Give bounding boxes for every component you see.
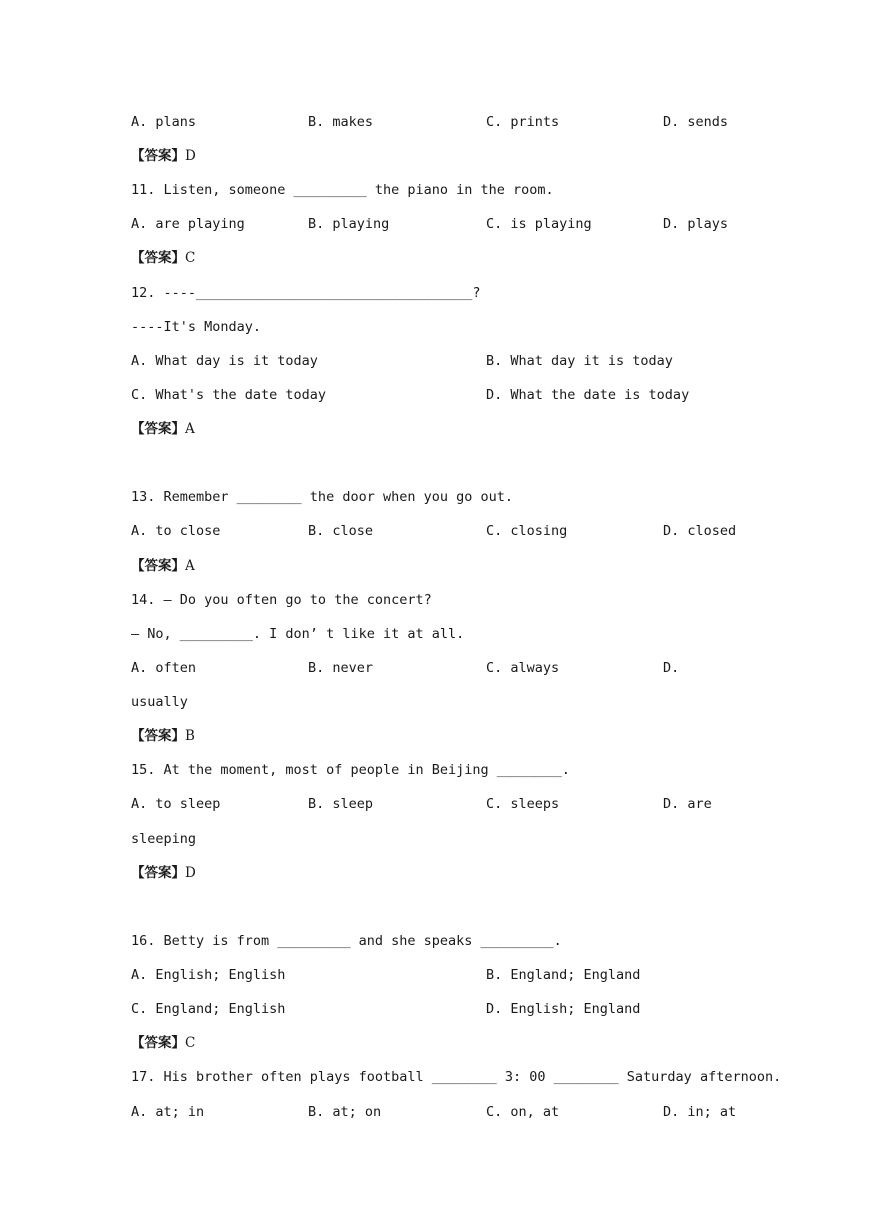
question-stem: 13. Remember ________ the door when you go out. <box>131 489 514 505</box>
option-c: C. always <box>486 660 560 676</box>
answer-value: D <box>185 148 196 164</box>
option-c: C. What's the date today <box>131 387 327 403</box>
option-d: D. What the date is today <box>486 387 690 403</box>
answer-value: C <box>185 1035 196 1051</box>
option-b: B. makes <box>308 114 374 130</box>
question-stem: 14. — Do you often go to the concert? <box>131 592 432 608</box>
option-c: C. England; English <box>131 1001 286 1017</box>
option-a: A. often <box>131 660 197 676</box>
option-d: D. are <box>663 796 712 812</box>
answer-line <box>131 1034 195 1052</box>
option-d: D. sends <box>663 114 729 130</box>
answer-label: 【答案】 <box>131 728 185 744</box>
answer-label: 【答案】 <box>131 865 185 881</box>
question-stem: 11. Listen, someone _________ the piano in the room. <box>131 182 554 198</box>
option-a: A. at; in <box>131 1104 205 1120</box>
option-d-continuation: usually <box>131 694 188 710</box>
option-b: B. close <box>308 523 374 539</box>
answer-label: 【答案】 <box>131 148 185 164</box>
dialogue-reply: — No, _________. I don’ t like it at all. <box>131 626 465 642</box>
answer-line <box>131 727 195 745</box>
question-stem: 17. His brother often plays football ________ 3: 00 ________ Saturday afternoon. <box>131 1069 782 1085</box>
dialogue-reply: ----It's Monday. <box>131 319 262 335</box>
answer-value: D <box>185 865 196 881</box>
option-a: A. to sleep <box>131 796 221 812</box>
option-b: B. sleep <box>308 796 374 812</box>
option-b: B. What day it is today <box>486 353 673 369</box>
answer-line <box>131 147 196 165</box>
option-a: A. are playing <box>131 216 245 232</box>
option-c: C. sleeps <box>486 796 560 812</box>
question-stem: 12. ----__________________________________? <box>131 285 481 301</box>
answer-value: C <box>185 250 196 266</box>
answer-label: 【答案】 <box>131 558 185 574</box>
option-d: D. <box>663 660 680 676</box>
option-c: C. on, at <box>486 1104 560 1120</box>
option-b: B. never <box>308 660 374 676</box>
answer-line <box>131 420 195 438</box>
option-d: D. in; at <box>663 1104 737 1120</box>
answer-label: 【答案】 <box>131 250 185 266</box>
option-d: D. closed <box>663 523 737 539</box>
answer-label: 【答案】 <box>131 421 185 437</box>
answer-value: B <box>185 728 195 744</box>
option-b: B. at; on <box>308 1104 382 1120</box>
answer-value: A <box>185 421 195 437</box>
option-c: C. closing <box>486 523 568 539</box>
question-stem: 15. At the moment, most of people in Beijing ________. <box>131 762 570 778</box>
option-d-continuation: sleeping <box>131 831 197 847</box>
option-b: B. playing <box>308 216 390 232</box>
answer-line <box>131 864 196 882</box>
option-a: A. to close <box>131 523 221 539</box>
option-b: B. England; England <box>486 967 641 983</box>
option-d: D. plays <box>663 216 729 232</box>
answer-value: A <box>185 558 195 574</box>
answer-label: 【答案】 <box>131 1035 185 1051</box>
option-a: A. What day is it today <box>131 353 318 369</box>
option-c: C. prints <box>486 114 560 130</box>
option-c: C. is playing <box>486 216 592 232</box>
option-a: A. plans <box>131 114 197 130</box>
answer-line <box>131 249 195 267</box>
answer-line <box>131 557 195 575</box>
question-stem: 16. Betty is from _________ and she speaks _________. <box>131 933 562 949</box>
option-d: D. English; England <box>486 1001 641 1017</box>
option-a: A. English; English <box>131 967 286 983</box>
